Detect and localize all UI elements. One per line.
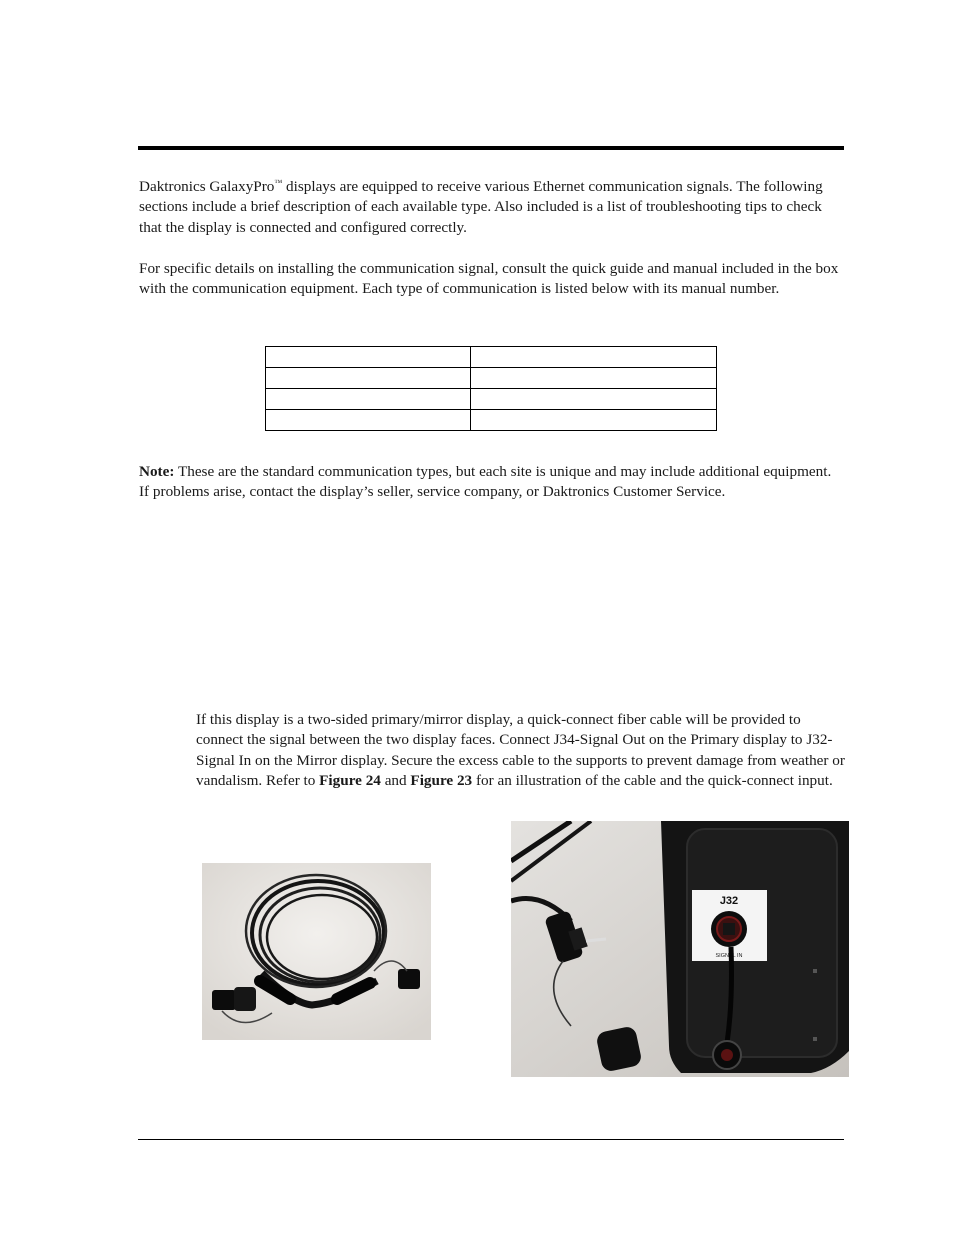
fiber-cable-illustration bbox=[202, 863, 431, 1040]
mirror-text-b: and bbox=[380, 772, 411, 790]
footer-rule bbox=[138, 1139, 844, 1140]
table-row bbox=[266, 389, 717, 410]
figure-23-ref: Figure 23 bbox=[410, 772, 473, 790]
intro-rest: The following sections include a brief description of each available type. Also included is a list of troubleshooting tips to check that the display is connected and configured correctly. bbox=[139, 178, 823, 236]
table-cell bbox=[471, 410, 717, 431]
table-cell bbox=[266, 410, 471, 431]
trademark-mark: ™ bbox=[274, 178, 283, 187]
j32-input-photo bbox=[511, 821, 849, 1077]
table-cell bbox=[266, 389, 471, 410]
table-cell bbox=[471, 347, 717, 368]
j32-input-illustration bbox=[511, 821, 849, 1077]
table-cell bbox=[266, 368, 471, 389]
table-cell bbox=[471, 368, 717, 389]
table-cell bbox=[266, 347, 471, 368]
table-row bbox=[266, 368, 717, 389]
mirror-text-a: If this display is a two-sided primary/mirror display, a quick-connect fiber cable will be provided to connect the signal between the two display faces. Connect J34-Signal Out on the Primary display to J32-Signal In on the Mirror display. Secure the excess cable to the supports to prevent damage from weather or vandalism. Refer to bbox=[196, 711, 845, 790]
intro-paragraph bbox=[139, 177, 844, 238]
mirror-paragraph bbox=[196, 710, 848, 792]
figure-24-ref: Figure 24 bbox=[319, 772, 381, 790]
j32-label: J32 bbox=[719, 895, 739, 907]
signal-in-label: SIGNAL IN bbox=[715, 953, 743, 959]
fiber-cable-photo bbox=[202, 863, 431, 1040]
note-paragraph bbox=[139, 462, 844, 503]
header-rule bbox=[138, 146, 844, 150]
note-label: Note: bbox=[139, 463, 175, 480]
intro-line1: displays are equipped to receive various Ethernet communication signals. bbox=[282, 178, 733, 195]
mirror-text-c: for an illustration of the cable and the quick-connect input. bbox=[472, 772, 833, 790]
note-text: These are the standard communication types, but each site is unique and may include additional equipment. If problems arise, contact the display’s seller, service company, or Daktronics Customer Service. bbox=[139, 463, 832, 501]
table-row bbox=[266, 347, 717, 368]
table-row bbox=[266, 410, 717, 431]
details-paragraph: For specific details on installing the communication signal, consult the quick guide and manual included in the box with the communication equipment. Each type of communication is listed below with its manual number. bbox=[139, 260, 839, 298]
communication-table bbox=[265, 346, 717, 431]
table-cell bbox=[471, 389, 717, 410]
brand-name: Daktronics GalaxyPro bbox=[139, 178, 275, 195]
